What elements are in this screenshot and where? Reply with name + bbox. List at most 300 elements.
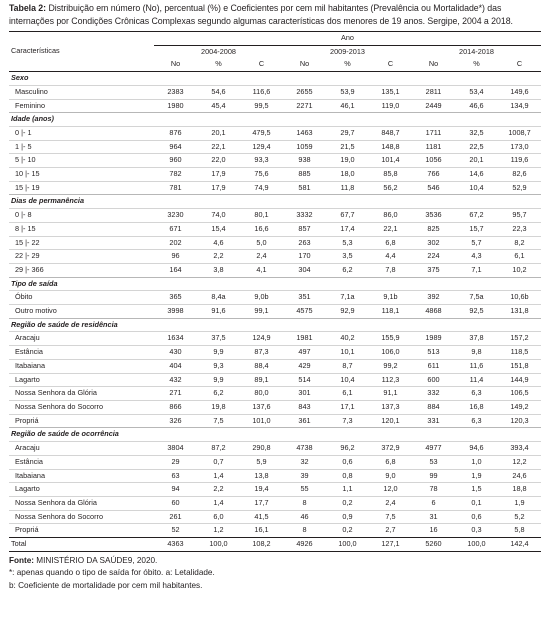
- value-cell: 9,1b: [369, 291, 412, 305]
- value-cell: 164: [154, 263, 197, 277]
- section-row: [9, 428, 541, 442]
- value-cell: 119,6: [498, 154, 541, 168]
- value-cell: 6,3: [455, 387, 498, 401]
- value-cell: 6: [412, 496, 455, 510]
- table-row: [9, 510, 541, 524]
- value-cell: 3804: [154, 442, 197, 456]
- header-row-year: [9, 32, 541, 46]
- value-cell: 546: [412, 181, 455, 195]
- value-cell: 6,3: [455, 414, 498, 428]
- value-cell: 16,1: [240, 524, 283, 538]
- value-cell: 392: [412, 291, 455, 305]
- value-cell: 3536: [412, 209, 455, 223]
- value-cell: 18,0: [326, 168, 369, 182]
- value-cell: 326: [154, 414, 197, 428]
- value-cell: 224: [412, 250, 455, 264]
- value-cell: 137,6: [240, 400, 283, 414]
- value-cell: 99: [412, 469, 455, 483]
- value-cell: 11,8: [326, 181, 369, 195]
- value-cell: 1,2: [197, 524, 240, 538]
- value-cell: 92,5: [455, 305, 498, 319]
- value-cell: 16,6: [240, 222, 283, 236]
- value-cell: 4,3: [455, 250, 498, 264]
- value-cell: 6,1: [498, 250, 541, 264]
- value-cell: 75,6: [240, 168, 283, 182]
- value-cell: 1463: [283, 126, 326, 140]
- row-label: 10 |- 15: [9, 168, 154, 182]
- value-cell: 2,7: [369, 524, 412, 538]
- value-cell: 10,4: [326, 373, 369, 387]
- value-cell: 67,7: [326, 209, 369, 223]
- row-label: Nossa Senhora do Socorro: [9, 400, 154, 414]
- value-cell: 2449: [412, 99, 455, 113]
- value-cell: 1989: [412, 332, 455, 346]
- table-row: [9, 387, 541, 401]
- value-cell: 497: [283, 346, 326, 360]
- value-cell: 0,1: [455, 496, 498, 510]
- value-cell: 96,2: [326, 442, 369, 456]
- value-cell: 9,0: [369, 469, 412, 483]
- value-cell: 1,4: [197, 496, 240, 510]
- table-row: [9, 332, 541, 346]
- value-cell: 22,5: [455, 140, 498, 154]
- value-cell: 7,5a: [455, 291, 498, 305]
- table-row: [9, 236, 541, 250]
- value-cell: 54,6: [197, 85, 240, 99]
- total-value-cell: 100,0: [197, 538, 240, 552]
- value-cell: 129,4: [240, 140, 283, 154]
- value-cell: 19,0: [326, 154, 369, 168]
- value-cell: 1,4: [197, 469, 240, 483]
- section-title: Sexo: [9, 72, 541, 86]
- value-cell: 15,4: [197, 222, 240, 236]
- value-cell: 0,9: [326, 510, 369, 524]
- value-cell: 99,1: [240, 305, 283, 319]
- row-label: Estância: [9, 455, 154, 469]
- value-cell: 843: [283, 400, 326, 414]
- value-cell: 67,2: [455, 209, 498, 223]
- header-row-periods: [9, 45, 541, 58]
- value-cell: 263: [283, 236, 326, 250]
- row-label: Propriá: [9, 414, 154, 428]
- value-cell: 848,7: [369, 126, 412, 140]
- value-cell: 95,7: [498, 209, 541, 223]
- table-row: [9, 140, 541, 154]
- value-cell: 8,4a: [197, 291, 240, 305]
- table-caption: [9, 2, 541, 27]
- value-cell: 304: [283, 263, 326, 277]
- value-cell: 149,6: [498, 85, 541, 99]
- value-cell: 0,8: [326, 469, 369, 483]
- value-cell: 13,8: [240, 469, 283, 483]
- table-row: [9, 209, 541, 223]
- value-cell: 372,9: [369, 442, 412, 456]
- total-value-cell: 5260: [412, 538, 455, 552]
- value-cell: 4738: [283, 442, 326, 456]
- table-row: [9, 400, 541, 414]
- row-label: 0 |- 1: [9, 126, 154, 140]
- value-cell: 32: [283, 455, 326, 469]
- value-cell: 766: [412, 168, 455, 182]
- value-cell: 60: [154, 496, 197, 510]
- value-cell: 290,8: [240, 442, 283, 456]
- value-cell: 2655: [283, 85, 326, 99]
- value-cell: 332: [412, 387, 455, 401]
- value-cell: 1,9: [455, 469, 498, 483]
- value-cell: 3,8: [197, 263, 240, 277]
- table-row: [9, 99, 541, 113]
- value-cell: 1980: [154, 99, 197, 113]
- value-cell: 6,2: [326, 263, 369, 277]
- value-cell: 31: [412, 510, 455, 524]
- table-row: [9, 496, 541, 510]
- value-cell: 87,2: [197, 442, 240, 456]
- value-cell: 116,6: [240, 85, 283, 99]
- value-cell: 151,8: [498, 359, 541, 373]
- value-cell: 361: [283, 414, 326, 428]
- value-cell: 671: [154, 222, 197, 236]
- row-label: 22 |- 29: [9, 250, 154, 264]
- value-cell: 2,2: [197, 250, 240, 264]
- table-row: [9, 442, 541, 456]
- value-cell: 29,7: [326, 126, 369, 140]
- value-cell: 22,0: [197, 154, 240, 168]
- subcol-header: C: [498, 58, 541, 71]
- value-cell: 429: [283, 359, 326, 373]
- value-cell: 876: [154, 126, 197, 140]
- value-cell: 20,1: [197, 126, 240, 140]
- value-cell: 22,1: [369, 222, 412, 236]
- table-row: [9, 346, 541, 360]
- value-cell: 964: [154, 140, 197, 154]
- value-cell: 17,1: [326, 400, 369, 414]
- value-cell: 124,9: [240, 332, 283, 346]
- value-cell: 22,3: [498, 222, 541, 236]
- value-cell: 10,6b: [498, 291, 541, 305]
- row-label: Masculino: [9, 85, 154, 99]
- table-row: [9, 455, 541, 469]
- value-cell: 1981: [283, 332, 326, 346]
- row-label: Óbito: [9, 291, 154, 305]
- value-cell: 149,2: [498, 400, 541, 414]
- value-cell: 960: [154, 154, 197, 168]
- subcol-header: C: [240, 58, 283, 71]
- value-cell: 14,6: [455, 168, 498, 182]
- value-cell: 513: [412, 346, 455, 360]
- row-label: 5 |- 10: [9, 154, 154, 168]
- table-row: [9, 168, 541, 182]
- value-cell: 119,0: [369, 99, 412, 113]
- value-cell: 17,9: [197, 181, 240, 195]
- value-cell: 10,2: [498, 263, 541, 277]
- value-cell: 0,3: [455, 524, 498, 538]
- section-row: [9, 195, 541, 209]
- total-value-cell: 127,1: [369, 538, 412, 552]
- value-cell: 5,8: [498, 524, 541, 538]
- note-star: *: apenas quando o tipo de saída for óbito. a: Letalidade.: [9, 568, 215, 578]
- value-cell: 89,1: [240, 373, 283, 387]
- value-cell: 92,9: [326, 305, 369, 319]
- row-label: Estância: [9, 346, 154, 360]
- value-cell: 106,0: [369, 346, 412, 360]
- value-cell: 0,7: [197, 455, 240, 469]
- total-value-cell: 108,2: [240, 538, 283, 552]
- value-cell: 45,4: [197, 99, 240, 113]
- value-cell: 96: [154, 250, 197, 264]
- value-cell: 8,7: [326, 359, 369, 373]
- table-row: [9, 250, 541, 264]
- value-cell: 88,4: [240, 359, 283, 373]
- value-cell: 5,2: [498, 510, 541, 524]
- value-cell: 16: [412, 524, 455, 538]
- value-cell: 885: [283, 168, 326, 182]
- value-cell: 3998: [154, 305, 197, 319]
- value-cell: 2,2: [197, 483, 240, 497]
- value-cell: 3,5: [326, 250, 369, 264]
- value-cell: 101,0: [240, 414, 283, 428]
- value-cell: 20,1: [455, 154, 498, 168]
- value-cell: 157,2: [498, 332, 541, 346]
- value-cell: 3230: [154, 209, 197, 223]
- value-cell: 4977: [412, 442, 455, 456]
- value-cell: 32,5: [455, 126, 498, 140]
- value-cell: 581: [283, 181, 326, 195]
- period-header: 2009-2013: [283, 45, 412, 58]
- table-row: [9, 263, 541, 277]
- value-cell: 1,0: [455, 455, 498, 469]
- value-cell: 9,0b: [240, 291, 283, 305]
- value-cell: 6,8: [369, 455, 412, 469]
- value-cell: 29: [154, 455, 197, 469]
- value-cell: 56,2: [369, 181, 412, 195]
- value-cell: 7,1a: [326, 291, 369, 305]
- row-label: 1 |- 5: [9, 140, 154, 154]
- row-label: 29 |- 366: [9, 263, 154, 277]
- section-row: [9, 113, 541, 127]
- value-cell: 24,6: [498, 469, 541, 483]
- value-cell: 2,4: [240, 250, 283, 264]
- value-cell: 120,1: [369, 414, 412, 428]
- value-cell: 430: [154, 346, 197, 360]
- row-label: 0 |- 8: [9, 209, 154, 223]
- subcol-header: %: [197, 58, 240, 71]
- value-cell: 302: [412, 236, 455, 250]
- table-notes: [9, 555, 541, 593]
- value-cell: 9,9: [197, 346, 240, 360]
- value-cell: 432: [154, 373, 197, 387]
- value-cell: 301: [283, 387, 326, 401]
- value-cell: 94: [154, 483, 197, 497]
- subcol-header: %: [326, 58, 369, 71]
- value-cell: 866: [154, 400, 197, 414]
- value-cell: 9,8: [455, 346, 498, 360]
- row-label: Aracaju: [9, 332, 154, 346]
- period-header: 2004-2008: [154, 45, 283, 58]
- value-cell: 479,5: [240, 126, 283, 140]
- section-title: Dias de permanência: [9, 195, 541, 209]
- value-cell: 12,2: [498, 455, 541, 469]
- total-value-cell: 142,4: [498, 538, 541, 552]
- value-cell: 2,4: [369, 496, 412, 510]
- value-cell: 4,1: [240, 263, 283, 277]
- value-cell: 131,8: [498, 305, 541, 319]
- value-cell: 365: [154, 291, 197, 305]
- value-cell: 19,8: [197, 400, 240, 414]
- caption-label: Tabela 2:: [9, 3, 47, 13]
- value-cell: 39: [283, 469, 326, 483]
- value-cell: 271: [154, 387, 197, 401]
- value-cell: 9,9: [197, 373, 240, 387]
- section-title: Região de saúde de residência: [9, 318, 541, 332]
- value-cell: 7,8: [369, 263, 412, 277]
- source-label: Fonte:: [9, 555, 35, 565]
- value-cell: 11,6: [455, 359, 498, 373]
- value-cell: 170: [283, 250, 326, 264]
- value-cell: 94,6: [455, 442, 498, 456]
- source-text: MINISTÉRIO DA SAÚDE9, 2020.: [36, 555, 158, 565]
- row-label: 8 |- 15: [9, 222, 154, 236]
- value-cell: 6,1: [326, 387, 369, 401]
- value-cell: 16,8: [455, 400, 498, 414]
- value-cell: 4,6: [197, 236, 240, 250]
- total-label: Total: [9, 538, 154, 552]
- section-title: Tipo de saída: [9, 277, 541, 291]
- table-row: [9, 181, 541, 195]
- value-cell: 4575: [283, 305, 326, 319]
- value-cell: 12,0: [369, 483, 412, 497]
- value-cell: 118,1: [369, 305, 412, 319]
- row-label: Outro motivo: [9, 305, 154, 319]
- value-cell: 202: [154, 236, 197, 250]
- table-row: [9, 126, 541, 140]
- value-cell: 2271: [283, 99, 326, 113]
- value-cell: 173,0: [498, 140, 541, 154]
- value-cell: 78: [412, 483, 455, 497]
- section-title: Região de saúde de ocorrência: [9, 428, 541, 442]
- value-cell: 17,7: [240, 496, 283, 510]
- note-b: b: Coeficiente de mortalidade por cem mil habitantes.: [9, 580, 203, 590]
- value-cell: 3332: [283, 209, 326, 223]
- row-label: Nossa Senhora do Socorro: [9, 510, 154, 524]
- section-row: [9, 72, 541, 86]
- value-cell: 1711: [412, 126, 455, 140]
- table-row: [9, 291, 541, 305]
- value-cell: 148,8: [369, 140, 412, 154]
- subcol-header: No: [283, 58, 326, 71]
- value-cell: 91,1: [369, 387, 412, 401]
- value-cell: 0,2: [326, 496, 369, 510]
- value-cell: 4868: [412, 305, 455, 319]
- row-label: Nossa Senhora da Glória: [9, 387, 154, 401]
- value-cell: 46,6: [455, 99, 498, 113]
- value-cell: 80,0: [240, 387, 283, 401]
- row-label: Itabaiana: [9, 359, 154, 373]
- value-cell: 8,2: [498, 236, 541, 250]
- value-cell: 41,5: [240, 510, 283, 524]
- table-row: [9, 469, 541, 483]
- subcol-header: No: [154, 58, 197, 71]
- value-cell: 63: [154, 469, 197, 483]
- value-cell: 7,5: [369, 510, 412, 524]
- value-cell: 101,4: [369, 154, 412, 168]
- value-cell: 1634: [154, 332, 197, 346]
- table-row: [9, 373, 541, 387]
- total-row: [9, 538, 541, 552]
- table-row: [9, 222, 541, 236]
- value-cell: 1008,7: [498, 126, 541, 140]
- value-cell: 120,3: [498, 414, 541, 428]
- table-row: [9, 85, 541, 99]
- value-cell: 514: [283, 373, 326, 387]
- section-title: Idade (anos): [9, 113, 541, 127]
- value-cell: 611: [412, 359, 455, 373]
- value-cell: 7,5: [197, 414, 240, 428]
- value-cell: 7,3: [326, 414, 369, 428]
- table-row: [9, 305, 541, 319]
- table-row: [9, 524, 541, 538]
- value-cell: 8: [283, 496, 326, 510]
- value-cell: 74,9: [240, 181, 283, 195]
- value-cell: 938: [283, 154, 326, 168]
- row-label: Nossa Senhora da Glória: [9, 496, 154, 510]
- value-cell: 46: [283, 510, 326, 524]
- row-label: Lagarto: [9, 373, 154, 387]
- value-cell: 52,9: [498, 181, 541, 195]
- value-cell: 137,3: [369, 400, 412, 414]
- row-label: Lagarto: [9, 483, 154, 497]
- value-cell: 144,9: [498, 373, 541, 387]
- value-cell: 46,1: [326, 99, 369, 113]
- value-cell: 375: [412, 263, 455, 277]
- value-cell: 5,9: [240, 455, 283, 469]
- value-cell: 857: [283, 222, 326, 236]
- value-cell: 17,4: [326, 222, 369, 236]
- value-cell: 0,6: [326, 455, 369, 469]
- value-cell: 19,4: [240, 483, 283, 497]
- value-cell: 118,5: [498, 346, 541, 360]
- value-cell: 80,1: [240, 209, 283, 223]
- data-table: [9, 31, 541, 552]
- total-value-cell: 100,0: [455, 538, 498, 552]
- value-cell: 10,1: [326, 346, 369, 360]
- value-cell: 53: [412, 455, 455, 469]
- value-cell: 7,1: [455, 263, 498, 277]
- table-row: [9, 154, 541, 168]
- value-cell: 884: [412, 400, 455, 414]
- value-cell: 600: [412, 373, 455, 387]
- value-cell: 52: [154, 524, 197, 538]
- source-line: [9, 555, 541, 568]
- value-cell: 1056: [412, 154, 455, 168]
- value-cell: 6,2: [197, 387, 240, 401]
- value-cell: 93,3: [240, 154, 283, 168]
- row-label: Feminino: [9, 99, 154, 113]
- row-label: Itabaiana: [9, 469, 154, 483]
- value-cell: 87,3: [240, 346, 283, 360]
- value-cell: 53,4: [455, 85, 498, 99]
- value-cell: 86,0: [369, 209, 412, 223]
- value-cell: 2383: [154, 85, 197, 99]
- value-cell: 22,1: [197, 140, 240, 154]
- value-cell: 5,3: [326, 236, 369, 250]
- value-cell: 134,9: [498, 99, 541, 113]
- value-cell: 82,6: [498, 168, 541, 182]
- row-label: Propriá: [9, 524, 154, 538]
- value-cell: 18,8: [498, 483, 541, 497]
- value-cell: 15,7: [455, 222, 498, 236]
- value-cell: 6,8: [369, 236, 412, 250]
- total-value-cell: 100,0: [326, 538, 369, 552]
